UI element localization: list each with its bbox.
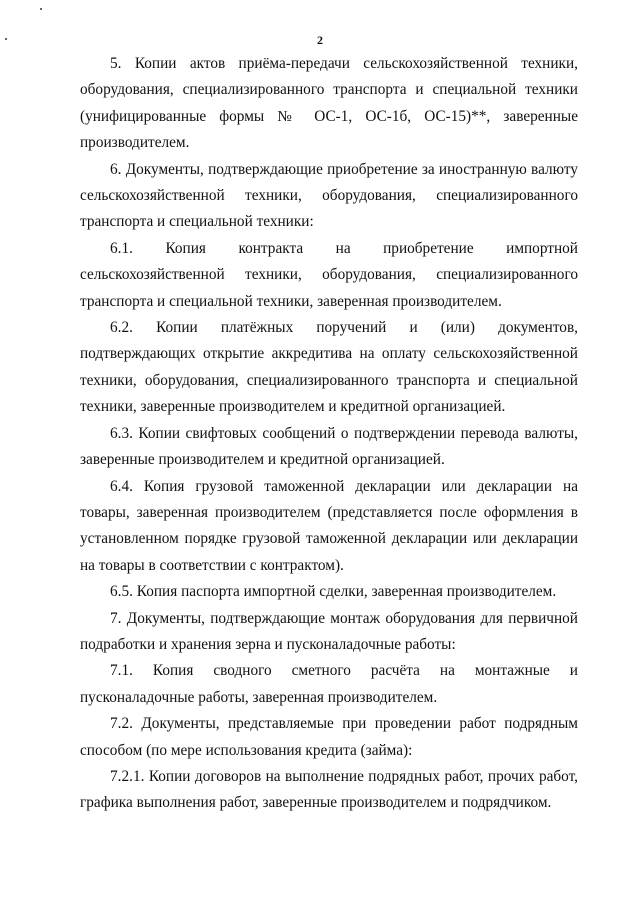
paragraph-7: 7. Документы, подтверждающие монтаж оборудования для первичной подработки и хранения зерна и пусконаладочные работы:	[80, 609, 578, 653]
paragraph-6-2: 6.2. Копии платёжных поручений и (или) документов, подтверждающих открытие аккредитива на оплату сельскохозяйственной техники, оборудования, специализированного транспорта и специальной техники, заверенные производителем и кредитной организацией.	[80, 319, 578, 416]
paragraph-7-1: 7.1. Копия сводного сметного расчёта на монтажные и пусконаладочные работы, заверенная производителем.	[80, 662, 578, 706]
page-number: 2	[317, 33, 323, 47]
document-body	[80, 51, 578, 817]
paragraph-7-2-1: 7.2.1. Копии договоров на выполнение подрядных работ, прочих работ, графика выполнения работ, заверенные производителем и подрядчиком.	[80, 767, 578, 812]
paragraph-6-3: 6.3. Копии свифтовых сообщений о подтверждении перевода валюты, заверенные производителем и кредитной организацией.	[80, 424, 578, 469]
paragraph-7-2: 7.2. Документы, представляемые при проведении работ подрядным способом (по мере использования кредита (займа):	[80, 715, 578, 759]
paragraph-6-4: 6.4. Копия грузовой таможенной декларации или декларации на товары, заверенная производителем (представляется после оформления в установленном порядке грузовой таможенной декларации или декларации на товары в соответствии с контрактом).	[80, 477, 578, 574]
paragraph-6-5: 6.5. Копия паспорта импортной сделки, заверенная производителем.	[110, 583, 557, 601]
paragraph-6: 6. Документы, подтверждающие приобретение за иностранную валюту сельскохозяйственной техники, оборудования, специализированного транспорта и специальной техники:	[80, 160, 578, 231]
paragraph-6-1: 6.1. Копия контракта на приобретение импортной сельскохозяйственной техники, оборудования, специализированного транспорта и специальной техники, заверенная производителем.	[80, 239, 578, 310]
paragraph-5: 5. Копии актов приёма-передачи сельскохозяйственной техники, оборудования, специализированного транспорта и специальной техники (унифицированные формы № ОС-1, ОС-1б, ОС-15)**, заверенные производителем.	[80, 55, 578, 152]
scan-speck	[40, 8, 42, 10]
